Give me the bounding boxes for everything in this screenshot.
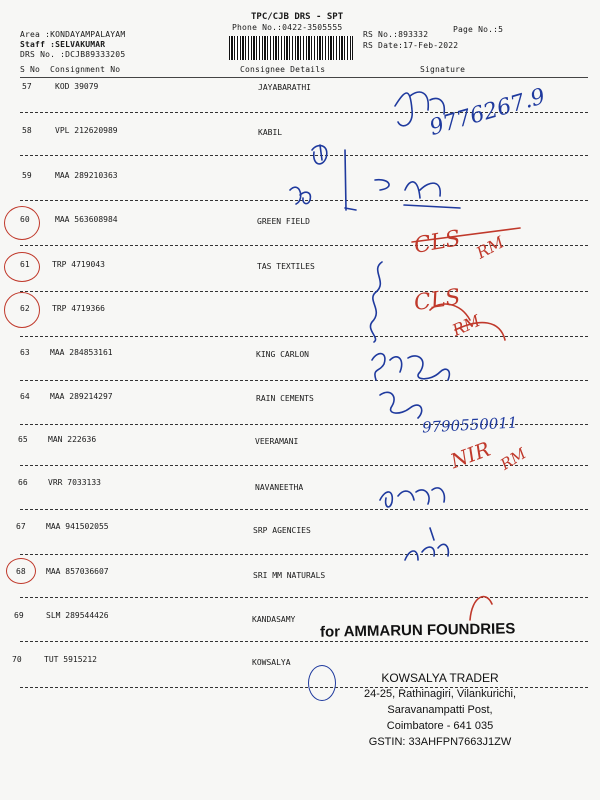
signature-58-circle — [312, 146, 327, 164]
signature-59 — [290, 187, 310, 204]
header-title: TPC/CJB DRS - SPT — [251, 12, 344, 22]
col-consignment: Consignment No — [50, 65, 121, 74]
row-65-consignment: MAN 222636 — [48, 435, 97, 444]
row-61-sno: 61 — [20, 260, 30, 269]
col-consignee: Consignee Details — [240, 65, 326, 74]
row-57-consignee: JAYABARATHI — [258, 83, 311, 92]
stamp-kowsalya-line1: 24-25, Rathinagiri, Vilankurichi, — [363, 688, 517, 700]
handwritten-rm-1: RM — [473, 232, 508, 263]
row-66-consignee: NAVANEETHA — [255, 483, 304, 492]
row-64-consignment: MAA 289214297 — [50, 392, 113, 401]
row-60-consignment: MAA 563608984 — [55, 215, 118, 224]
row-68-consignment: MAA 857036607 — [46, 567, 109, 576]
row-70-consignment: TUT 5915212 — [44, 655, 97, 664]
header-area: Area :KONDAYAMPALAYAM — [20, 30, 126, 39]
row-65-sno: 65 — [18, 435, 28, 444]
col-signature: Signature — [420, 65, 466, 74]
row-60-consignee: GREEN FIELD — [257, 217, 310, 226]
row-63-consignment: MAA 284853161 — [50, 348, 113, 357]
stamp-kowsalya-trader — [355, 670, 525, 750]
handwritten-phone-2: 9790550011 — [421, 413, 518, 437]
stamp-kowsalya-name: KOWSALYA TRADER — [381, 671, 499, 685]
row-60-sno: 60 — [20, 215, 30, 224]
row-58-consignment: VPL 212620989 — [55, 126, 118, 135]
handwritten-phone-1: 9776267.9 — [426, 84, 549, 141]
row-63-consignee: KING CARLON — [256, 350, 309, 359]
row-61-consignment: TRP 4719043 — [52, 260, 105, 269]
header-staff: Staff :SELVAKUMAR — [20, 40, 106, 49]
header-rs-date: RS Date:17-Feb-2022 — [363, 41, 459, 50]
mark-cls-68 — [470, 597, 492, 620]
handwritten-cls-1: CLS — [412, 226, 463, 259]
row-64-sno: 64 — [20, 392, 30, 401]
signature-61 — [370, 262, 382, 342]
row-64-consignee: RAIN CEMENTS — [256, 394, 314, 403]
row-67-consignee: SRP AGENCIES — [253, 526, 311, 535]
row-68-sno: 68 — [16, 567, 26, 576]
row-67-sno: 67 — [16, 522, 26, 531]
row-62-consignment: TRP 4719366 — [52, 304, 105, 313]
signature-67 — [405, 544, 448, 560]
stamp-ammarun-foundries: for AMMARUN FOUNDRIES — [319, 620, 516, 641]
handwritten-cls-2: CLS — [412, 284, 463, 317]
stamp-kowsalya-line3: Coimbatore - 641 035 — [386, 720, 494, 732]
handwritten-rm-2: RM — [449, 311, 484, 340]
row-69-sno: 69 — [14, 611, 24, 620]
row-59-consignment: MAA 289210363 — [55, 171, 118, 180]
row-57-consignment: KOD 39079 — [55, 82, 99, 91]
row-66-sno: 66 — [18, 478, 28, 487]
stamp-kowsalya-line2: Saravanampatti Post, — [387, 704, 493, 716]
row-58-sno: 58 — [22, 126, 32, 135]
row-58-consignee: KABIL — [258, 128, 283, 137]
row-69-consignee: KANDASAMY — [252, 615, 296, 624]
col-sno: S No — [20, 65, 41, 74]
header-page-no: Page No.:5 — [453, 25, 504, 34]
signature-66 — [380, 488, 444, 507]
signature-63 — [372, 354, 449, 380]
signature-58-bracket — [345, 150, 356, 210]
row-69-consignment: SLM 289544426 — [46, 611, 109, 620]
handwritten-rm-3: RM — [497, 444, 530, 474]
row-68-consignee: SRI MM NATURALS — [253, 571, 326, 580]
header-rs-no: RS No.:893332 — [363, 30, 429, 39]
row-67-consignment: MAA 941502055 — [46, 522, 109, 531]
row-61-consignee: TAS TEXTILES — [257, 262, 315, 271]
row-66-consignment: VRR 7033133 — [48, 478, 101, 487]
stamp-kowsalya-line4: GSTIN: 33AHFPN7663J1ZW — [368, 736, 512, 748]
handwritten-nir: NIR — [447, 436, 494, 474]
header-phone: Phone No.:0422-3505555 — [232, 23, 343, 32]
row-65-consignee: VEERAMANI — [255, 437, 299, 446]
row-62-sno: 62 — [20, 304, 30, 313]
row-70-sno: 70 — [12, 655, 22, 664]
row-70-consignee: KOWSALYA — [252, 658, 291, 667]
row-57-sno: 57 — [22, 82, 32, 91]
row-63-sno: 63 — [20, 348, 30, 357]
signature-59-mb — [404, 182, 460, 208]
signature-64 — [380, 392, 422, 418]
row-59-sno: 59 — [22, 171, 32, 180]
header-drs-no: DRS No. :DCJB89333205 — [20, 50, 126, 59]
